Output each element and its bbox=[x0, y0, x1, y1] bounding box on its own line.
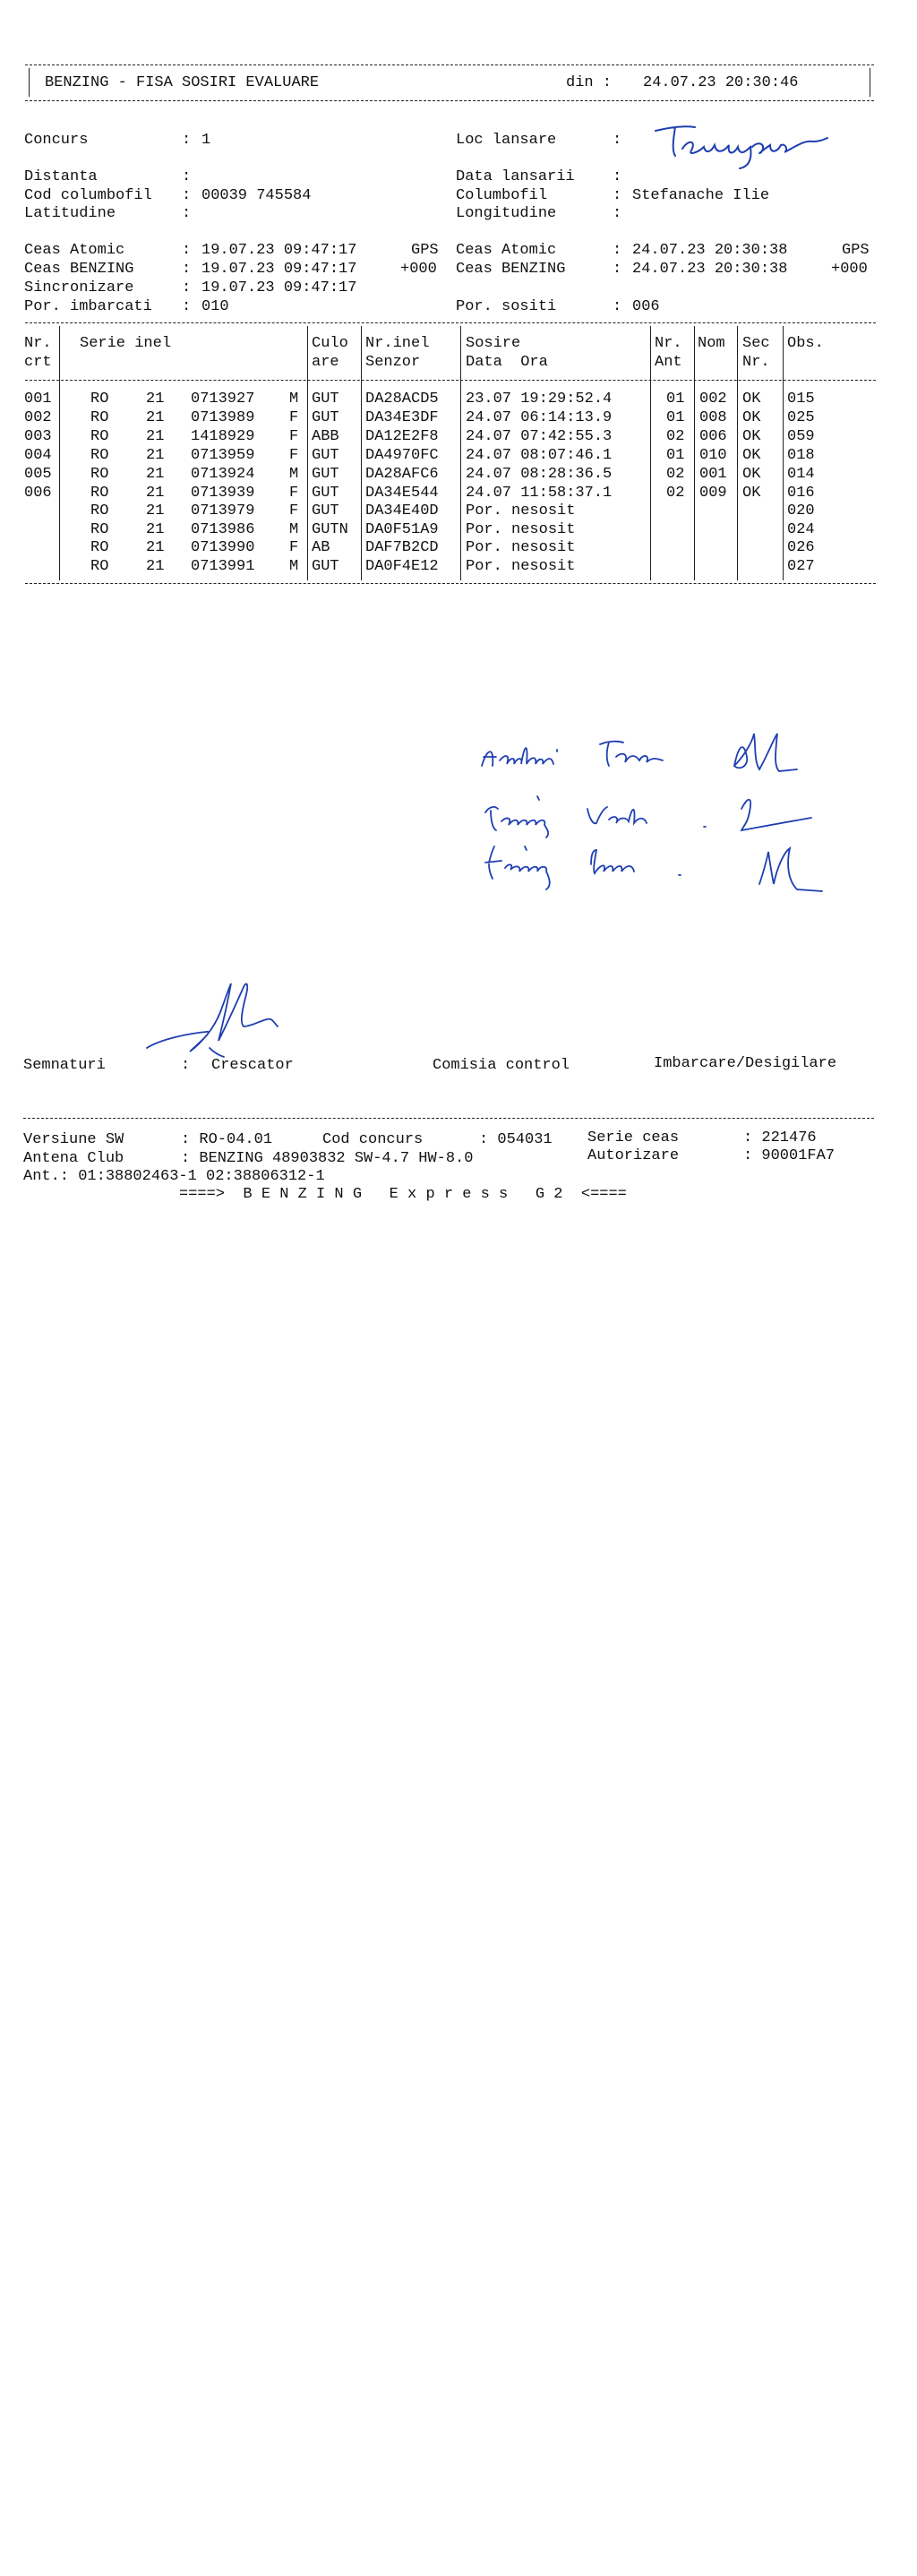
por-sositi-value: 006 bbox=[632, 298, 660, 315]
columbofil-sep: : bbox=[613, 187, 622, 204]
loc-lansare-sep: : bbox=[613, 132, 622, 149]
cell-obs: 015 bbox=[787, 391, 815, 408]
table-top-rule bbox=[25, 322, 876, 323]
header-box bbox=[25, 61, 874, 104]
handwritten-commission-names bbox=[475, 730, 833, 900]
cell-an: 21 bbox=[146, 521, 165, 538]
concurs-value: 1 bbox=[201, 132, 211, 149]
comisia-label: Comisia control bbox=[433, 1057, 570, 1074]
cell-senzor: DAF7B2CD bbox=[365, 539, 439, 556]
imbarcare-label: Imbarcare/Desigilare bbox=[654, 1055, 837, 1072]
cell-nom: 010 bbox=[699, 447, 727, 464]
longitudine-sep: : bbox=[613, 205, 622, 222]
ceas-benzing-end-value: 24.07.23 20:30:38 bbox=[632, 261, 788, 278]
header-left-border bbox=[29, 68, 30, 97]
col-sep bbox=[460, 326, 461, 580]
cell-culoare: GUT bbox=[312, 466, 339, 483]
columbofil-label: Columbofil bbox=[456, 187, 548, 204]
ceas-benzing-end-label: Ceas BENZING bbox=[456, 261, 566, 278]
cell-nom: 009 bbox=[699, 485, 727, 502]
th-sosire: Sosire bbox=[466, 335, 521, 352]
cell-ant: 02 bbox=[666, 485, 685, 502]
cell-an: 21 bbox=[146, 466, 165, 483]
por-imbarcati-sep: : bbox=[182, 298, 192, 315]
cell-senzor: DA0F4E12 bbox=[365, 558, 439, 575]
handwritten-location bbox=[652, 120, 831, 174]
columbofil-value: Stefanache Ilie bbox=[632, 187, 770, 204]
th-obs: Obs. bbox=[787, 335, 824, 352]
por-imbarcati-label: Por. imbarcati bbox=[24, 298, 152, 315]
ceas-atomic-end-extra: GPS bbox=[842, 242, 870, 259]
cell-sosire: Por. nesosit bbox=[466, 539, 576, 556]
cell-tara: RO bbox=[90, 409, 109, 426]
th-nom: Nom bbox=[698, 335, 725, 352]
cod-concurs-value: : 054031 bbox=[479, 1131, 553, 1148]
semnaturi-label: Semnaturi bbox=[23, 1057, 106, 1074]
th-sec-sub: Nr. bbox=[742, 354, 770, 371]
cell-sosire: Por. nesosit bbox=[466, 502, 576, 519]
cell-sosire: Por. nesosit bbox=[466, 558, 576, 575]
col-sep bbox=[307, 326, 308, 580]
col-sep bbox=[737, 326, 738, 580]
cell-senzor: DA4970FC bbox=[365, 447, 439, 464]
cell-nr: 004 bbox=[24, 447, 52, 464]
ceas-benzing-start-sep: : bbox=[182, 261, 192, 278]
cell-tara: RO bbox=[90, 485, 109, 502]
cell-inel: 0713989 bbox=[191, 409, 255, 426]
cell-an: 21 bbox=[146, 447, 165, 464]
report-date-label: din : bbox=[566, 74, 613, 91]
ceas-atomic-start-label: Ceas Atomic bbox=[24, 242, 125, 259]
cell-senzor: DA0F51A9 bbox=[365, 521, 439, 538]
cell-sex: F bbox=[289, 409, 299, 426]
th-ant-sub: Ant bbox=[655, 354, 682, 371]
th-ant: Nr. bbox=[655, 335, 682, 352]
cell-sex: M bbox=[289, 521, 299, 538]
cell-sex: F bbox=[289, 539, 299, 556]
ceas-atomic-start-extra: GPS bbox=[411, 242, 439, 259]
concurs-sep: : bbox=[182, 132, 192, 149]
serie-ceas-value: : 221476 bbox=[743, 1129, 817, 1146]
ceas-atomic-start-sep: : bbox=[182, 242, 192, 259]
cell-culoare: GUT bbox=[312, 502, 339, 519]
cell-tara: RO bbox=[90, 521, 109, 538]
cell-inel: 0713939 bbox=[191, 485, 255, 502]
ceas-atomic-end-sep: : bbox=[613, 242, 622, 259]
cell-sec: OK bbox=[742, 466, 761, 483]
cell-sec: OK bbox=[742, 447, 761, 464]
cell-obs: 016 bbox=[787, 485, 815, 502]
cell-sosire: 24.07 11:58:37.1 bbox=[466, 485, 613, 502]
cell-inel: 0713927 bbox=[191, 391, 255, 408]
longitudine-label: Longitudine bbox=[456, 205, 557, 222]
autorizare-value: : 90001FA7 bbox=[743, 1147, 836, 1164]
cell-obs: 020 bbox=[787, 502, 815, 519]
antena-label: Antena Club bbox=[23, 1150, 124, 1167]
cell-tara: RO bbox=[90, 539, 109, 556]
ant-line: Ant.: 01:38802463-1 02:38806312-1 bbox=[23, 1168, 325, 1185]
cell-sex: F bbox=[289, 502, 299, 519]
cell-ant: 02 bbox=[666, 428, 685, 445]
cell-senzor: DA34E544 bbox=[365, 485, 439, 502]
cell-sosire: 24.07 06:14:13.9 bbox=[466, 409, 613, 426]
sincronizare-sep: : bbox=[182, 279, 192, 296]
th-senzor: Nr.inel bbox=[365, 335, 430, 352]
cell-nom: 008 bbox=[699, 409, 727, 426]
col-sep bbox=[59, 326, 60, 580]
serie-ceas-label: Serie ceas bbox=[587, 1129, 680, 1146]
cell-tara: RO bbox=[90, 447, 109, 464]
cell-inel: 0713924 bbox=[191, 466, 255, 483]
th-serie: Serie inel bbox=[80, 335, 172, 352]
cell-culoare: ABB bbox=[312, 428, 339, 445]
table-header-rule bbox=[25, 380, 876, 381]
th-nr-sub: crt bbox=[24, 354, 52, 371]
cell-sosire: 24.07 08:07:46.1 bbox=[466, 447, 613, 464]
cell-sosire: 24.07 07:42:55.3 bbox=[466, 428, 613, 445]
cell-inel: 0713986 bbox=[191, 521, 255, 538]
latitudine-sep: : bbox=[182, 205, 192, 222]
ceas-benzing-start-extra: +000 bbox=[400, 261, 437, 278]
cell-nr: 001 bbox=[24, 391, 52, 408]
cell-tara: RO bbox=[90, 428, 109, 445]
ceas-atomic-start-value: 19.07.23 09:47:17 bbox=[201, 242, 357, 259]
ceas-benzing-start-value: 19.07.23 09:47:17 bbox=[201, 261, 357, 278]
cell-inel: 1418929 bbox=[191, 428, 255, 445]
cell-sex: F bbox=[289, 485, 299, 502]
table-bottom-rule bbox=[25, 583, 876, 584]
cell-tara: RO bbox=[90, 502, 109, 519]
cell-tara: RO bbox=[90, 558, 109, 575]
crescator-signature bbox=[143, 976, 287, 1059]
cell-nom: 002 bbox=[699, 391, 727, 408]
cell-senzor: DA34E3DF bbox=[365, 409, 439, 426]
concurs-label: Concurs bbox=[24, 132, 89, 149]
versiune-label: Versiune SW bbox=[23, 1131, 124, 1148]
cell-senzor: DA12E2F8 bbox=[365, 428, 439, 445]
cell-culoare: GUT bbox=[312, 391, 339, 408]
autorizare-label: Autorizare bbox=[587, 1147, 680, 1164]
cell-sex: F bbox=[289, 447, 299, 464]
cell-obs: 059 bbox=[787, 428, 815, 445]
loc-lansare-label: Loc lansare bbox=[456, 132, 557, 149]
cell-culoare: GUT bbox=[312, 447, 339, 464]
cell-sosire: 23.07 19:29:52.4 bbox=[466, 391, 613, 408]
cell-senzor: DA34E40D bbox=[365, 502, 439, 519]
th-sosire-sub: Data Ora bbox=[466, 354, 548, 371]
ceas-benzing-end-sep: : bbox=[613, 261, 622, 278]
data-lansarii-sep: : bbox=[613, 168, 622, 185]
cell-culoare: GUT bbox=[312, 558, 339, 575]
th-culoare: Culo bbox=[312, 335, 348, 352]
th-senzor-sub: Senzor bbox=[365, 354, 421, 371]
report-date-value: 24.07.23 20:30:46 bbox=[643, 74, 799, 91]
cell-an: 21 bbox=[146, 502, 165, 519]
cell-culoare: AB bbox=[312, 539, 330, 556]
report-title: BENZING - FISA SOSIRI EVALUARE bbox=[45, 74, 320, 91]
col-sep bbox=[694, 326, 695, 580]
cell-inel: 0713959 bbox=[191, 447, 255, 464]
cell-an: 21 bbox=[146, 409, 165, 426]
cell-nom: 006 bbox=[699, 428, 727, 445]
cell-obs: 018 bbox=[787, 447, 815, 464]
cell-senzor: DA28ACD5 bbox=[365, 391, 439, 408]
cell-sex: M bbox=[289, 466, 299, 483]
cell-nr: 003 bbox=[24, 428, 52, 445]
por-sositi-sep: : bbox=[613, 298, 622, 315]
cell-nr: 002 bbox=[24, 409, 52, 426]
cell-culoare: GUTN bbox=[312, 521, 348, 538]
cell-sosire: 24.07 08:28:36.5 bbox=[466, 466, 613, 483]
cell-sosire: Por. nesosit bbox=[466, 521, 576, 538]
cell-ant: 01 bbox=[666, 391, 685, 408]
sincronizare-value: 19.07.23 09:47:17 bbox=[201, 279, 357, 296]
th-nr: Nr. bbox=[24, 335, 52, 352]
cell-sex: M bbox=[289, 391, 299, 408]
distanta-sep: : bbox=[182, 168, 192, 185]
cod-columbofil-sep: : bbox=[182, 187, 192, 204]
cell-inel: 0713990 bbox=[191, 539, 255, 556]
cell-nr: 005 bbox=[24, 466, 52, 483]
sincronizare-label: Sincronizare bbox=[24, 279, 134, 296]
header-top-rule bbox=[25, 64, 874, 65]
cod-columbofil-label: Cod columbofil bbox=[24, 187, 152, 204]
cell-an: 21 bbox=[146, 428, 165, 445]
cell-sec: OK bbox=[742, 391, 761, 408]
col-sep bbox=[361, 326, 362, 580]
distanta-label: Distanta bbox=[24, 168, 98, 185]
por-sositi-label: Por. sositi bbox=[456, 298, 557, 315]
ceas-atomic-end-label: Ceas Atomic bbox=[456, 242, 557, 259]
col-sep bbox=[783, 326, 784, 580]
latitudine-label: Latitudine bbox=[24, 205, 116, 222]
data-lansarii-label: Data lansarii bbox=[456, 168, 575, 185]
ceas-benzing-start-label: Ceas BENZING bbox=[24, 261, 134, 278]
cell-obs: 026 bbox=[787, 539, 815, 556]
cell-sex: M bbox=[289, 558, 299, 575]
cell-an: 21 bbox=[146, 391, 165, 408]
cell-inel: 0713991 bbox=[191, 558, 255, 575]
cell-tara: RO bbox=[90, 466, 109, 483]
crescator-label: Crescator bbox=[211, 1057, 294, 1074]
cell-obs: 014 bbox=[787, 466, 815, 483]
cell-culoare: GUT bbox=[312, 485, 339, 502]
cell-an: 21 bbox=[146, 539, 165, 556]
cell-an: 21 bbox=[146, 485, 165, 502]
cell-nom: 001 bbox=[699, 466, 727, 483]
cell-tara: RO bbox=[90, 391, 109, 408]
cell-ant: 01 bbox=[666, 409, 685, 426]
semnaturi-sep: : bbox=[181, 1057, 191, 1074]
cell-obs: 025 bbox=[787, 409, 815, 426]
cod-concurs-label: Cod concurs bbox=[322, 1131, 424, 1148]
results-table bbox=[23, 322, 876, 591]
cell-sec: OK bbox=[742, 485, 761, 502]
ceas-atomic-end-value: 24.07.23 20:30:38 bbox=[632, 242, 788, 259]
benzing-express: ====> B E N Z I N G E x p r e s s G 2 <==== bbox=[179, 1186, 627, 1203]
por-imbarcati-value: 010 bbox=[201, 298, 229, 315]
cell-sec: OK bbox=[742, 428, 761, 445]
cell-sex: F bbox=[289, 428, 299, 445]
cell-nr: 006 bbox=[24, 485, 52, 502]
cell-senzor: DA28AFC6 bbox=[365, 466, 439, 483]
cell-ant: 01 bbox=[666, 447, 685, 464]
cell-inel: 0713979 bbox=[191, 502, 255, 519]
header-bottom-rule bbox=[25, 100, 874, 101]
antena-value: : BENZING 48903832 SW-4.7 HW-8.0 bbox=[181, 1150, 474, 1167]
col-sep bbox=[650, 326, 651, 580]
cell-obs: 024 bbox=[787, 521, 815, 538]
cell-sec: OK bbox=[742, 409, 761, 426]
versiune-value: : RO-04.01 bbox=[181, 1131, 273, 1148]
cell-ant: 02 bbox=[666, 466, 685, 483]
cell-obs: 027 bbox=[787, 558, 815, 575]
ceas-benzing-end-extra: +000 bbox=[831, 261, 868, 278]
cell-an: 21 bbox=[146, 558, 165, 575]
footer-rule bbox=[23, 1118, 874, 1119]
cell-culoare: GUT bbox=[312, 409, 339, 426]
th-sec: Sec bbox=[742, 335, 770, 352]
cod-columbofil-value: 00039 745584 bbox=[201, 187, 312, 204]
th-culoare-sub: are bbox=[312, 354, 339, 371]
